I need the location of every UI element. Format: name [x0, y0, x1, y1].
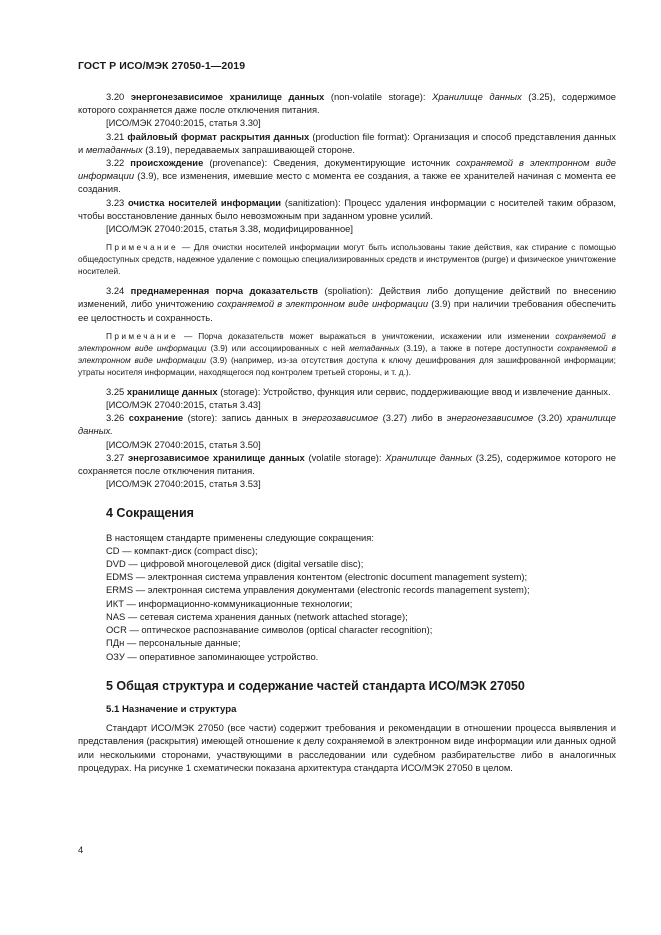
- document-header: ГОСТ Р ИСО/МЭК 27050-1—2019: [78, 60, 246, 72]
- term-name: сохранение: [128, 412, 184, 424]
- section-4-intro: В настоящем стандарте применены следующие сокращения:: [106, 531, 374, 543]
- section-4-title: 4 Сокращения: [106, 506, 194, 521]
- note-3-23: Примечание — Для очистки носителей информации могут быть использованы такие действия, как стирание с помощью общедоступных средств, надежное удаление с помощью специализированных средств и инструментов (purge) и физическое уничтожение носителей.: [78, 242, 616, 277]
- term-source: [ИСО/МЭК 27040:2015, статья 3.50]: [106, 438, 261, 450]
- abbreviation-item: ERMS — электронная система управления документами (electronic records management system);: [106, 584, 530, 596]
- term-source: [ИСО/МЭК 27040:2015, статья 3.38, модифицированное]: [106, 223, 353, 235]
- term-name: энергонезависимое хранилище данных: [130, 91, 325, 102]
- term-name: хранилище данных: [126, 385, 218, 397]
- term-source: [ИСО/МЭК 27040:2015, статья 3.43]: [106, 399, 261, 411]
- term-name: происхождение: [130, 157, 204, 169]
- term-source: [ИСО/МЭК 27040:2015, статья 3.30]: [106, 117, 261, 129]
- term-3-24: 3.24 преднамеренная порча доказательств (spoliation): Действия либо допущение действий по внесению изменений, либо уничтожению сохраняемой в электронном виде информации (3.9) при наличии требования обеспечить ее целостность и сохранность.: [78, 285, 616, 323]
- term-name: преднамеренная порча доказательств: [130, 285, 319, 297]
- section-5-title: 5 Общая структура и содержание частей стандарта ИСО/МЭК 27050: [106, 678, 525, 693]
- term-3-27: 3.27 энергозависимое хранилище данных (volatile storage): Хранилище данных (3.25), содержимое которого не сохраняется после отключения питания.: [78, 451, 616, 477]
- abbreviation-item: EDMS — электронная система управления контентом (electronic document management system);: [106, 571, 528, 583]
- section-5-1-title: 5.1 Назначение и структура: [106, 703, 237, 715]
- term-3-21: 3.21 файловый формат раскрытия данных (production file format): Организация и способ представления данных и метаданных (3.19), передаваемых запрашивающей стороне.: [78, 130, 616, 155]
- abbreviation-item: ПДн — персональные данные;: [106, 637, 241, 649]
- abbreviation-item: CD — компакт-диск (compact disc);: [106, 544, 258, 556]
- abbreviation-item: NAS — сетевая система хранения данных (network attached storage);: [106, 610, 408, 622]
- abbreviation-item: OCR — оптическое распознавание символов (optical character recognition);: [106, 624, 433, 636]
- term-3-22: 3.22 происхождение (provenance): Сведения, документирующие источник сохраняемой в электронном виде информации (3.9), все изменения, имевшие место с момента ее создания, а также ее хранителей начиная с момента ее создания.: [78, 157, 617, 195]
- section-5-1-paragraph: Стандарт ИСО/МЭК 27050 (все части) содержит требования и рекомендации в отношении процесса выявления и представления (раскрытия) имеющей отношение к делу сохраняемой в электронном виде информации или данных одной или несколькими сторонами, участвующими в расследовании или судебном разбирательстве либо в аналогичных процедурах. На рисунке 1 схематически показана архитектура стандарта ИСО/МЭК 27050 в целом.: [78, 722, 616, 773]
- abbreviation-item: ИКТ — информационно-коммуникационные технологии;: [106, 597, 353, 609]
- term-name: файловый формат раскрытия данных: [127, 130, 310, 142]
- note-3-24: Примечание — Порча доказательств может выражаться в уничтожении, искажении или изменении сохраняемой в электронном виде информации (3.9) или ассоциированных с ней метаданных (3.19), а также в потере доступности сохраняемой в электронном виде информации (3.9) (например, из-за отсутствия доступа к ключу дешифрования для зашифрованной информации; утраты носителя информации, находящегося под контролем третьей стороны, и т. д.).: [78, 330, 617, 377]
- term-name: энергозависимое хранилище данных: [127, 451, 305, 463]
- term-3-26: 3.26 сохранение (store): запись данных в энергозависимое (3.27) либо в энергонезависимое (3.20) хранилище данных.: [78, 412, 616, 437]
- term-3-25: 3.25 хранилище данных (storage): Устройство, функция или сервис, поддерживающие ввод и извлечение данных.: [106, 385, 611, 397]
- term-name: очистка носителей информации: [128, 196, 282, 208]
- page-content: [78, 90, 616, 774]
- abbreviation-item: ОЗУ — оперативное запоминающее устройство.: [106, 650, 319, 662]
- note-label: Примечание: [106, 330, 179, 341]
- term-3-20: 3.20 энергонезависимое хранилище данных (non-volatile storage): Хранилище данных (3.25), содержимое которого сохраняется даже после отключения питания.: [78, 91, 617, 116]
- abbreviation-item: DVD — цифровой многоцелевой диск (digital versatile disc);: [106, 558, 364, 570]
- term-source: [ИСО/МЭК 27040:2015, статья 3.53]: [106, 478, 261, 490]
- term-3-23: 3.23 очистка носителей информации (sanitization): Процесс удаления информации с носителей таким образом, чтобы восстановление данных было невозможным при заданном уровне усилий.: [78, 196, 617, 221]
- note-label: Примечание: [106, 242, 179, 253]
- page-number: 4: [78, 844, 84, 855]
